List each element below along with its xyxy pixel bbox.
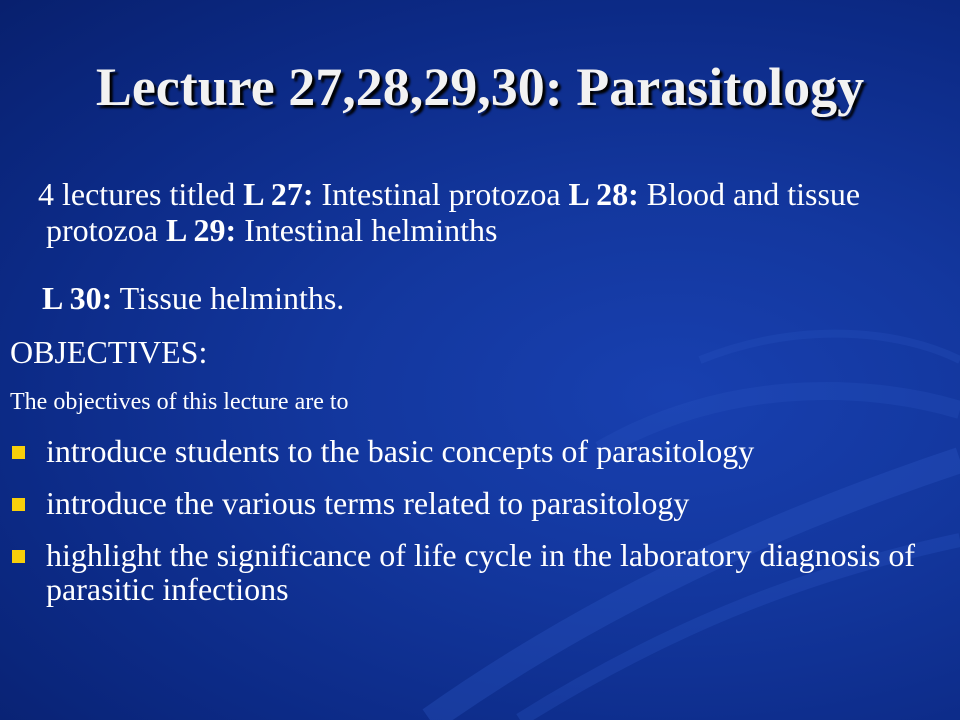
square-bullet-icon (12, 446, 25, 459)
slide-title: Lecture 27,28,29,30: Parasitology (95, 57, 865, 117)
l27-text: Intestinal protozoa (313, 176, 569, 212)
square-bullet-icon (12, 550, 25, 563)
l30-text: Tissue helminths. (112, 280, 345, 316)
l29-text: Intestinal helminths (236, 212, 498, 248)
objectives-heading: OBJECTIVES: (10, 334, 208, 370)
objective-item (10, 486, 940, 520)
objectives-list (10, 434, 940, 624)
objective-item (10, 538, 940, 606)
l29-label: L 29: (165, 212, 237, 248)
l27-label: L 27: (243, 176, 314, 212)
square-bullet-icon (12, 498, 25, 511)
objective-text: highlight the significance of life cycle in the laboratory diagnosis of parasitic infections (46, 537, 916, 607)
objectives-subheading: The objectives of this lecture are to (10, 389, 349, 415)
lecture-list-intro (38, 176, 936, 248)
intro-lead-text: 4 lectures titled (38, 176, 244, 212)
l28-text: Blood and tissue protozoa (46, 176, 861, 248)
objective-text: introduce the various terms related to parasitology (46, 485, 690, 521)
objective-text: introduce students to the basic concepts of parasitology (46, 433, 755, 469)
l30-label: L 30: (42, 280, 113, 316)
objective-item (10, 434, 940, 468)
lecture-list-l30 (42, 280, 932, 316)
l28-label: L 28: (568, 176, 639, 212)
